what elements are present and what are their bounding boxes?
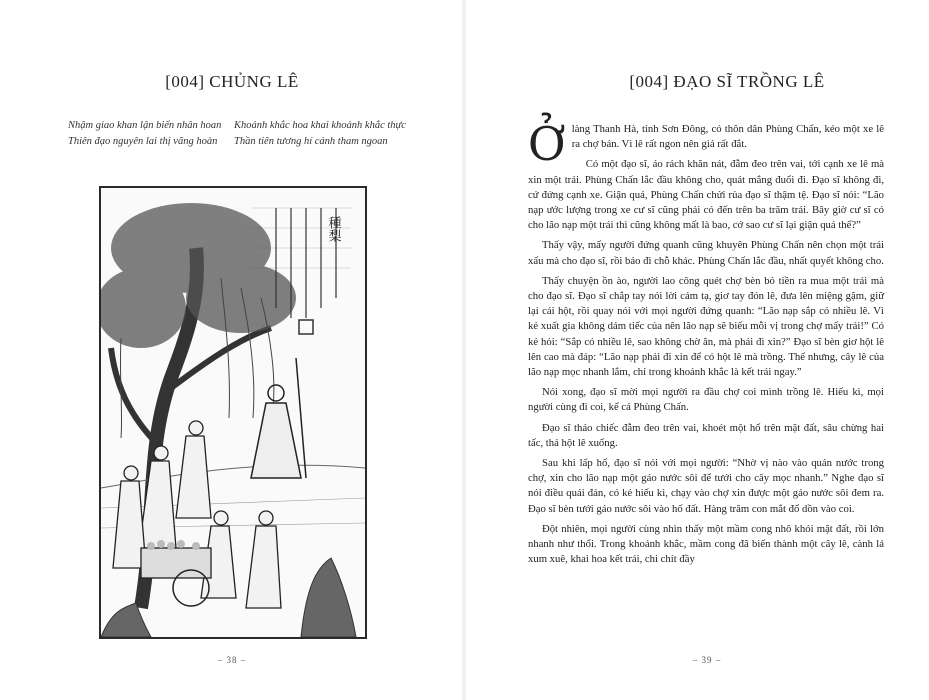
right-page	[465, 0, 929, 700]
paragraph: Đạo sĩ tháo chiếc đẫm đeo trên vai, khoét một hố trên mặt đất, sâu chừng hai tấc, thả hột lê xuống.	[528, 421, 884, 449]
verse-line: Thần tiên tương hí cánh tham ngoan	[234, 136, 388, 147]
paragraph: Sau khi lấp hố, đạo sĩ nói với mọi người: “Nhờ vị nào vào quán nước trong chợ, xin cho lão nạp một gáo nước sôi để tưới cho cây mọc nhanh.” Nghe đạo sĩ nói điều quái đản, có kẻ hiếu kì, chạy vào chợ xin được một gáo nước sôi đem ra. Đạo sĩ bèn tưới gáo nước sôi vào hố đất. Hàng trăm con mắt đổ dồn vào coi.	[528, 457, 884, 515]
story-body	[528, 117, 884, 572]
page-title: [004] ĐẠO SĨ TRỒNG LÊ	[629, 72, 825, 91]
woodblock-illustration	[99, 186, 367, 639]
verse-block	[68, 118, 408, 150]
page-number: – 38 –	[217, 655, 247, 665]
paragraph: Nói xong, đạo sĩ mời mọi người ra đầu chợ coi mình trồng lê. Hiếu kì, mọi người cùng đi coi, kể cả Phùng Chấn.	[528, 386, 884, 414]
verse-line: Thiên đạo nguyên lai thị vãng hoàn	[68, 136, 218, 147]
paragraph: Đột nhiên, mọi người cùng nhìn thấy một mầm cong nhô khỏi mặt đất, rồi lớn nhanh như thổi. Trong khoảnh khắc, mầm cong đã biến thành một cây lê, cành lá xum xuê, khai hoa kết trái, chi chít đầy	[528, 522, 884, 566]
illustration-drawing	[101, 188, 365, 637]
drop-cap: Ở	[528, 117, 566, 171]
paragraph: Có một đạo sĩ, áo rách khăn nát, đẫm đeo trên vai, tới cạnh xe lê mà xin một trái. Phùng Chấn lắc đầu không cho, quát mắng đuổi đi. Đạo sĩ không đi, cứ đứng cạnh xe. Giận quá, Phùng Chấn chửi rủa đạo sĩ thậm tệ. Đạo sĩ nói: “Lão nạp ước lượng trong xe cư sĩ cũng phải có đến trên ba trăm trái. Bây giờ cư sĩ có cho lão nạp một trái thì cũng không mất là bao, cớ sao cư sĩ lại giận quá thế?”	[528, 158, 884, 232]
illustration-caption: 種梨	[325, 216, 341, 242]
verse-line: Nhậm giao khan lận biến nhân hoan	[68, 120, 222, 131]
left-page	[0, 0, 464, 700]
verse-row	[68, 134, 408, 150]
page-title: [004] CHỦNG LÊ	[165, 72, 299, 91]
page-number: – 39 –	[692, 655, 722, 665]
paragraph: Thấy chuyện ồn ào, người lao công quét chợ bèn bỏ tiền ra mua một trái mà cho đạo sĩ. Đạo sĩ chắp tay nói lời cảm tạ, giơ tay đón lê, đưa lên miệng gặm, giữ lại cái hột, rồi quay nói với mọi người đứng quanh: “Lão nạp sắp có nhiều lê. Vì kẻ xuất gia không dám tiếc của nên lão nạp sẽ biếu mỗi vị trong chợ mấy trái!” Có kẻ hỏi: “Sắp có nhiều lê, sao không chờ ăn, mà phải đi xin?” Đạo sĩ bèn giơ hột lê lên cao mà đáp: “Lão nạp phải đi xin để có hột lê mà trồng. Thế nhưng, cây lê của lão nạp mọc nhanh lắm, chỉ trong khoảnh khắc là kết trái ngay.”	[528, 274, 884, 379]
verse-line: Khoảnh khắc hoa khai khoảnh khắc thực	[234, 120, 406, 131]
paragraph: Thấy vậy, mấy người đứng quanh cũng khuyên Phùng Chấn nên chọn một trái xấu mà cho đạo sĩ, rồi bảo đi chỗ khác. Phùng Chấn lắc đầu, nhất quyết không cho.	[528, 239, 884, 267]
paragraph-text: làng Thanh Hà, tỉnh Sơn Đông, có thôn dân Phùng Chấn, kéo một xe lê ra chợ bán. Vì lê rất ngon nên giá rất đắt.	[571, 123, 884, 151]
verse-row	[68, 118, 408, 134]
paragraph	[528, 117, 884, 171]
